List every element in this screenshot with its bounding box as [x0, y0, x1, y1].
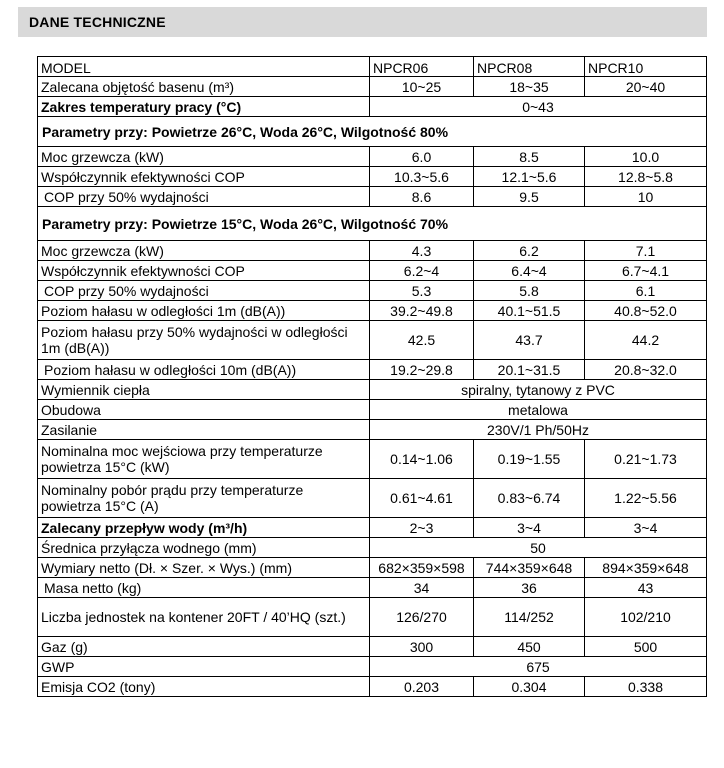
cell-value: 3~4	[585, 518, 707, 538]
cell-value: 20.8~32.0	[585, 360, 707, 380]
row-label: Liczba jednostek na kontener 20FT / 40’HQ (szt.)	[38, 598, 370, 637]
cell-value: 0.14~1.06	[370, 440, 474, 479]
table-row	[38, 400, 707, 420]
table-row	[38, 147, 707, 167]
cell-value: 8.5	[474, 147, 585, 167]
cell-value: 6.2~4	[370, 261, 474, 281]
cell-value: 20~40	[585, 77, 707, 97]
cell-value: 300	[370, 637, 474, 657]
cell-value: 44.2	[585, 321, 707, 360]
cell-value: 19.2~29.8	[370, 360, 474, 380]
cell-value: 0.304	[474, 677, 585, 697]
section-title: DANE TECHNICZNE	[29, 14, 166, 30]
cell-value: 6.2	[474, 241, 585, 261]
row-label: Nominalny pobór prądu przy temperaturze powietrza 15°C (A)	[38, 479, 370, 518]
cell-value: 8.6	[370, 187, 474, 207]
row-label: Zasilanie	[38, 420, 370, 440]
cell-value: 5.3	[370, 281, 474, 301]
cell-value: 40.8~52.0	[585, 301, 707, 321]
cell-value: 500	[585, 637, 707, 657]
table-row	[38, 420, 707, 440]
section-label: Parametry przy: Powietrze 15°C, Woda 26°C, Wilgotność 70%	[38, 207, 707, 241]
row-label: Zalecany przepływ wody (m³/h)	[38, 518, 370, 538]
cell-value: 20.1~31.5	[474, 360, 585, 380]
cell-value: 10	[585, 187, 707, 207]
cell-value: 40.1~51.5	[474, 301, 585, 321]
table-row	[38, 657, 707, 677]
table-row	[38, 479, 707, 518]
row-label: Średnica przyłącza wodnego (mm)	[38, 538, 370, 558]
row-label: GWP	[38, 657, 370, 677]
cell-value: 0.21~1.73	[585, 440, 707, 479]
column-header-npcr10: NPCR10	[585, 57, 707, 77]
table-row	[38, 538, 707, 558]
row-label: COP przy 50% wydajności	[38, 187, 370, 207]
row-label: Zakres temperatury pracy (°C)	[38, 97, 370, 117]
table-row	[38, 77, 707, 97]
column-header-npcr06: NPCR06	[370, 57, 474, 77]
cell-value: 114/252	[474, 598, 585, 637]
merged-cell-value: 675	[370, 657, 707, 677]
cell-value: 2~3	[370, 518, 474, 538]
cell-value: 682×359×598	[370, 558, 474, 578]
cell-value: 9.5	[474, 187, 585, 207]
table-row	[38, 558, 707, 578]
technical-data-table	[37, 56, 707, 697]
section-label: Parametry przy: Powietrze 26°C, Woda 26°C, Wilgotność 80%	[38, 117, 707, 147]
cell-value: 7.1	[585, 241, 707, 261]
cell-value: 0.61~4.61	[370, 479, 474, 518]
cell-value: 0.19~1.55	[474, 440, 585, 479]
cell-value: 450	[474, 637, 585, 657]
cell-value: 0.338	[585, 677, 707, 697]
row-label: Współczynnik efektywności COP	[38, 167, 370, 187]
table-row	[38, 241, 707, 261]
cell-value: 10.3~5.6	[370, 167, 474, 187]
cell-value: 3~4	[474, 518, 585, 538]
row-label: Nominalna moc wejściowa przy temperaturze powietrza 15°C (kW)	[38, 440, 370, 479]
row-label: Emisja CO2 (tony)	[38, 677, 370, 697]
cell-value: 6.1	[585, 281, 707, 301]
row-label: Wymiennik ciepła	[38, 380, 370, 400]
cell-value: 34	[370, 578, 474, 598]
merged-cell-value: metalowa	[370, 400, 707, 420]
table-row	[38, 360, 707, 380]
merged-cell-value: 0~43	[370, 97, 707, 117]
cell-value: 18~35	[474, 77, 585, 97]
table-row	[38, 187, 707, 207]
table-row	[38, 440, 707, 479]
table-row	[38, 261, 707, 281]
section-row	[38, 207, 707, 241]
cell-value: 4.3	[370, 241, 474, 261]
table-row	[38, 518, 707, 538]
table-row	[38, 97, 707, 117]
cell-value: 102/210	[585, 598, 707, 637]
cell-value: 39.2~49.8	[370, 301, 474, 321]
cell-value: 5.8	[474, 281, 585, 301]
cell-value: 6.7~4.1	[585, 261, 707, 281]
cell-value: 0.83~6.74	[474, 479, 585, 518]
cell-value: 0.203	[370, 677, 474, 697]
row-label: Poziom hałasu w odległości 10m (dB(A))	[38, 360, 370, 380]
table-row	[38, 380, 707, 400]
table-row	[38, 598, 707, 637]
cell-value: 894×359×648	[585, 558, 707, 578]
cell-value: 43	[585, 578, 707, 598]
cell-value: 36	[474, 578, 585, 598]
section-header	[18, 7, 707, 37]
row-label: Gaz (g)	[38, 637, 370, 657]
cell-value: 10~25	[370, 77, 474, 97]
row-label: Współczynnik efektywności COP	[38, 261, 370, 281]
row-label: Wymiary netto (Dł. × Szer. × Wys.) (mm)	[38, 558, 370, 578]
cell-value: 6.0	[370, 147, 474, 167]
row-label: Moc grzewcza (kW)	[38, 241, 370, 261]
merged-cell-value: 230V/1 Ph/50Hz	[370, 420, 707, 440]
column-header-npcr08: NPCR08	[474, 57, 585, 77]
table-header-row	[38, 57, 707, 77]
cell-value: 12.1~5.6	[474, 167, 585, 187]
row-label: Zalecana objętość basenu (m³)	[38, 77, 370, 97]
column-header-model: MODEL	[38, 57, 370, 77]
merged-cell-value: 50	[370, 538, 707, 558]
cell-value: 6.4~4	[474, 261, 585, 281]
row-label: Poziom hałasu przy 50% wydajności w odległości 1m (dB(A))	[38, 321, 370, 360]
row-label: Moc grzewcza (kW)	[38, 147, 370, 167]
cell-value: 744×359×648	[474, 558, 585, 578]
row-label: Obudowa	[38, 400, 370, 420]
section-row	[38, 117, 707, 147]
cell-value: 42.5	[370, 321, 474, 360]
row-label: Masa netto (kg)	[38, 578, 370, 598]
cell-value: 12.8~5.8	[585, 167, 707, 187]
row-label: Poziom hałasu w odległości 1m (dB(A))	[38, 301, 370, 321]
table-row	[38, 578, 707, 598]
merged-cell-value: spiralny, tytanowy z PVC	[370, 380, 707, 400]
table-row	[38, 321, 707, 360]
table-row	[38, 281, 707, 301]
table-row	[38, 677, 707, 697]
cell-value: 43.7	[474, 321, 585, 360]
cell-value: 1.22~5.56	[585, 479, 707, 518]
table-row	[38, 167, 707, 187]
table-row	[38, 301, 707, 321]
table-row	[38, 637, 707, 657]
row-label: COP przy 50% wydajności	[38, 281, 370, 301]
cell-value: 10.0	[585, 147, 707, 167]
cell-value: 126/270	[370, 598, 474, 637]
